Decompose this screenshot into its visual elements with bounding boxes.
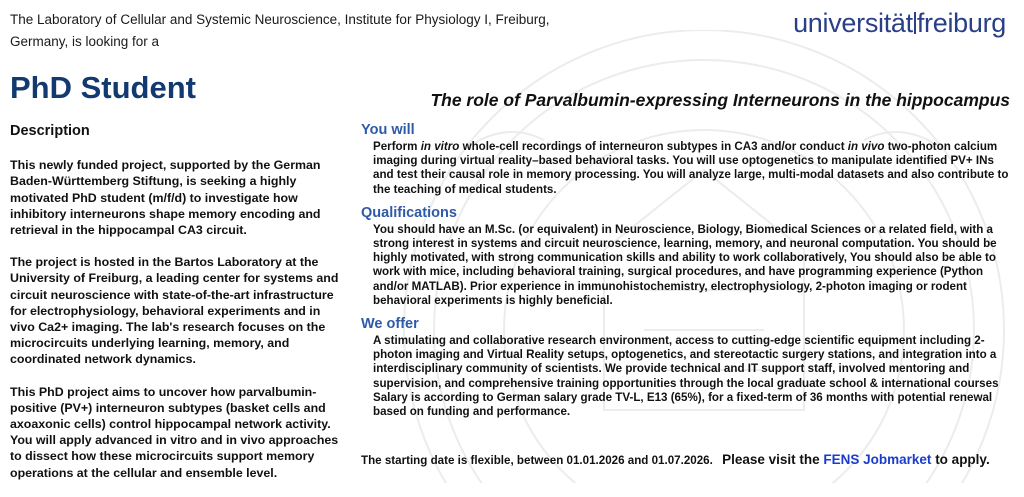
description-heading: Description: [10, 123, 90, 139]
logo-word-freiburg: freiburg: [916, 8, 1006, 38]
in-vivo-emphasis: in vivo: [847, 140, 885, 153]
in-vitro-emphasis: in vitro: [420, 140, 460, 153]
apply-text: [722, 452, 990, 467]
footer-line: [361, 452, 1021, 467]
description-paragraph-1: This newly funded project, supported by the German Baden-Württemberg Stiftung, is seeking a highly motivated PhD student (m/f/d) to investigate how inhibitory interneurons shape memory encoding and retrieval in the hippocampal CA3 circuit.: [10, 158, 321, 238]
fens-jobmarket-link[interactable]: FENS Jobmarket: [823, 452, 932, 467]
description-paragraph-3: This PhD project aims to uncover how parvalbumin-positive (PV+) interneuron subtypes (basket cells and axoaxonic cells) control hippocampal network activity. You will apply advanced in vitro and in vivo approaches to dissect how these microcircuits support memory operations at the cellular and ensemble level.: [10, 384, 339, 480]
details-column: [361, 122, 1016, 427]
description-column: [10, 123, 340, 497]
start-date-text: The starting date is flexible, between 01.01.2026 and 01.07.2026.: [361, 454, 713, 467]
you-will-text-part: two-photon calcium imaging during virtual reality–based behavioral tasks. You will use optogenetics to manipulate identified PV+ INs and test their causal role in memory processing. You will analyze large, multi-modal datasets and also contribute to the teaching of medical students.: [373, 140, 1009, 196]
project-title: The role of Parvalbumin-expressing Interneurons in the hippocampus: [430, 90, 1010, 110]
you-will-text-part: Perform: [373, 140, 421, 153]
intro-line-1: The Laboratory of Cellular and Systemic Neuroscience, Institute for Physiology I, Freiburg,: [10, 12, 550, 27]
qualifications-text: You should have an M.Sc. (or equivalent) in Neuroscience, Biology, Biomedical Sciences or a related field, with a strong interest in systems and circuit neuroscience, learning, memory, and neuronal computation. You should be highly motivated, with strong communication skills and ability to work collaboratively, You should also be able to work with mice, including behavioral training, surgical procedures, and have programming experience (Python and/or MATLAB). Prior experience in immunohistochemistry, electrophysiology, 2-photon imaging or rodent behavioral experiments is highly beneficial.: [373, 222, 997, 307]
university-logo[interactable]: [793, 8, 1006, 39]
you-will-text-part: whole-cell recordings of interneuron subtypes in CA3 and/or conduct: [459, 140, 848, 153]
logo-separator: [914, 12, 916, 34]
apply-suffix: to apply.: [931, 452, 990, 467]
we-offer-heading: We offer: [361, 316, 419, 333]
intro-line-2: Germany, is looking for a: [10, 34, 160, 49]
description-paragraph-2: The project is hosted in the Bartos Laboratory at the University of Freiburg, a leading center for systems and circuit neuroscience with state-of-the-art infrastructure for electrophysiology, behavioral experiments and in vivo Ca2+ imaging. The lab's research focuses on the microcircuits underlying learning, memory, and coordinated network dynamics.: [10, 255, 339, 367]
you-will-text: [373, 140, 1016, 197]
logo-word-universitaet: universität: [793, 8, 913, 38]
we-offer-text: A stimulating and collaborative research environment, access to cutting-edge scientific equipment including 2-photon imaging and Virtual Reality setups, optogenetics, and stereotactic surgery stations, and integration into a interdisciplinary community of scientists. We provide technical and IT support staff, involved mentoring and supervision, and comprehensive training opportunities through the local graduate school & international courses Salary is according to German salary grade TV-L, E13 (65%), for a fixed-term of 36 months with potential renewal based on funding and performance.: [373, 334, 999, 419]
qualifications-heading: Qualifications: [361, 204, 457, 221]
intro-text: [10, 9, 610, 53]
apply-prefix: Please visit the: [722, 452, 824, 467]
you-will-heading: You will: [361, 122, 415, 138]
job-title: PhD Student: [10, 70, 196, 105]
